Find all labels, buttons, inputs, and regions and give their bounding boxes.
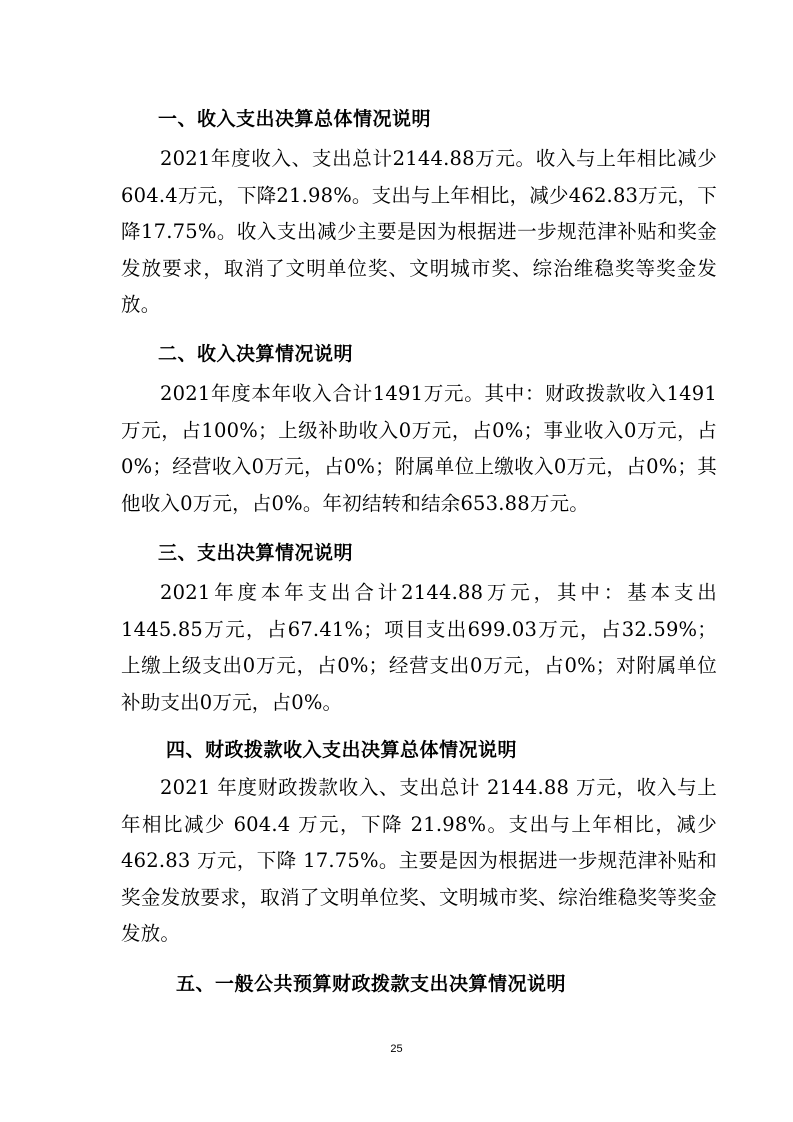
section-5-heading: 五、一般公共预算财政拨款支出决算情况说明 <box>176 973 567 995</box>
section-1-body: 2021年度收入、支出总计2144.88万元。收入与上年相比减少604.4万元，下降21.98%。支出与上年相比，减少462.83万元，下降17.75%。收入支出减少主要是因为根据进一步规范津补贴和奖金发放要求，取消了文明单位奖、文明城市奖、综治维稳奖等奖金发放。 <box>121 147 717 316</box>
section-2-heading: 二、收入决算情况说明 <box>158 343 354 365</box>
section-3-body: 2021年度本年支出合计2144.88万元，其中：基本支出1445.85万元，占67.41%；项目支出699.03万元，占32.59%；上缴上级支出0万元，占0%；经营支出0万元，占0%；对附属单位补助支出0万元，占0%。 <box>121 581 717 714</box>
section-1-heading: 一、收入支出决算总体情况说明 <box>158 108 432 130</box>
section-3-heading: 三、支出决算情况说明 <box>158 542 354 564</box>
section-2-body: 2021年度本年收入合计1491万元。其中：财政拨款收入1491万元，占100%；上级补助收入0万元，占0%；事业收入0万元，占0%；经营收入0万元，占0%；附属单位上缴收入0万元，占0%；其他收入0万元，占0%。年初结转和结余653.88万元。 <box>121 382 717 515</box>
page-number: 25 <box>390 1043 403 1055</box>
section-4-heading: 四、财政拨款收入支出决算总体情况说明 <box>166 739 518 761</box>
section-4-body: 2021 年度财政拨款收入、支出总计 2144.88 万元，收入与上年相比减少 604.4 万元，下降 21.98%。支出与上年相比，减少 462.83 万元，下降 17.75%。主要是因为根据进一步规范津补贴和奖金发放要求，取消了文明单位奖、文明城市奖、综治维稳奖等奖金发放。 <box>121 776 717 945</box>
